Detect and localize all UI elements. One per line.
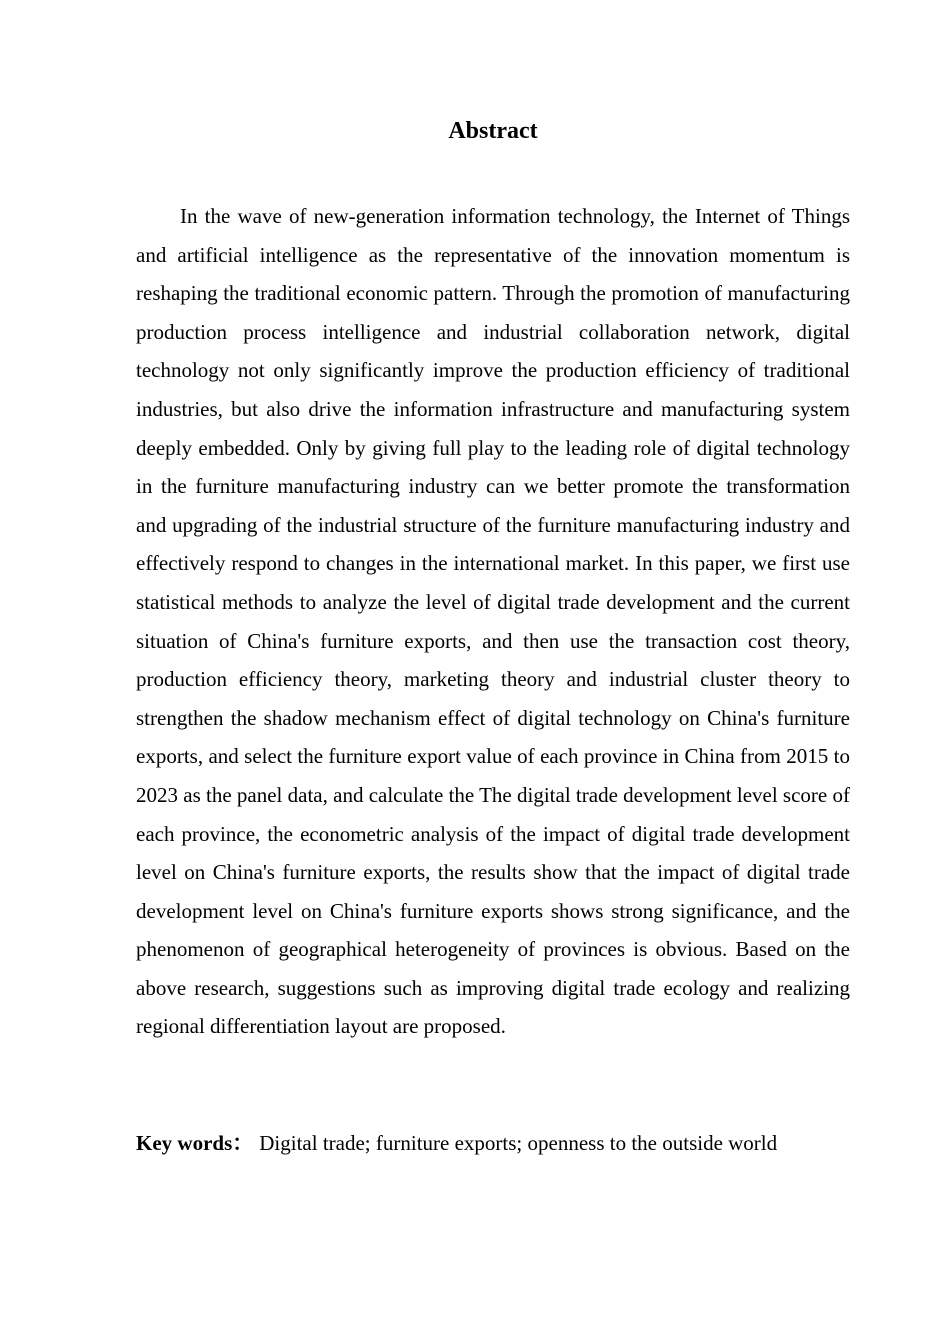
abstract-body: In the wave of new-generation information technology, the Internet of Things and artificial intelligence as the representative of the innovation momentum is reshaping the traditional economic pattern. Through the promotion of manufacturing production process intelligence and industrial collaboration network, digital technology not only significantly improve the production efficiency of traditional industries, but also drive the information infrastructure and manufacturing system deeply embedded. Only by giving full play to the leading role of digital technology in the furniture manufacturing industry can we better promote the transformation and upgrading of the industrial structure of the furniture manufacturing industry and effectively respond to changes in the international market. In this paper, we first use statistical methods to analyze the level of digital trade development and the current situation of China's furniture exports, and then use the transaction cost theory, production efficiency theory, marketing theory and industrial cluster theory to strengthen the shadow mechanism effect of digital technology on China's furniture exports, and select the furniture export value of each province in China from 2015 to 2023 as the panel data, and calculate the The digital trade development level score of each province, the econometric analysis of the impact of digital trade development level on China's furniture exports, the results show that the impact of digital trade development level on China's furniture exports shows strong significance, and the phenomenon of geographical heterogeneity of provinces is obvious. Based on the above research, suggestions such as improving digital trade ecology and realizing regional differentiation layout are proposed. bbox=[136, 204, 850, 1039]
abstract-title: Abstract bbox=[448, 118, 538, 144]
keywords-line bbox=[136, 1125, 850, 1161]
keywords-label: Key words bbox=[136, 1131, 233, 1155]
keywords-separator: ： bbox=[232, 1131, 254, 1155]
keywords-text: Digital trade; furniture exports; openness to the outside world bbox=[259, 1131, 778, 1155]
